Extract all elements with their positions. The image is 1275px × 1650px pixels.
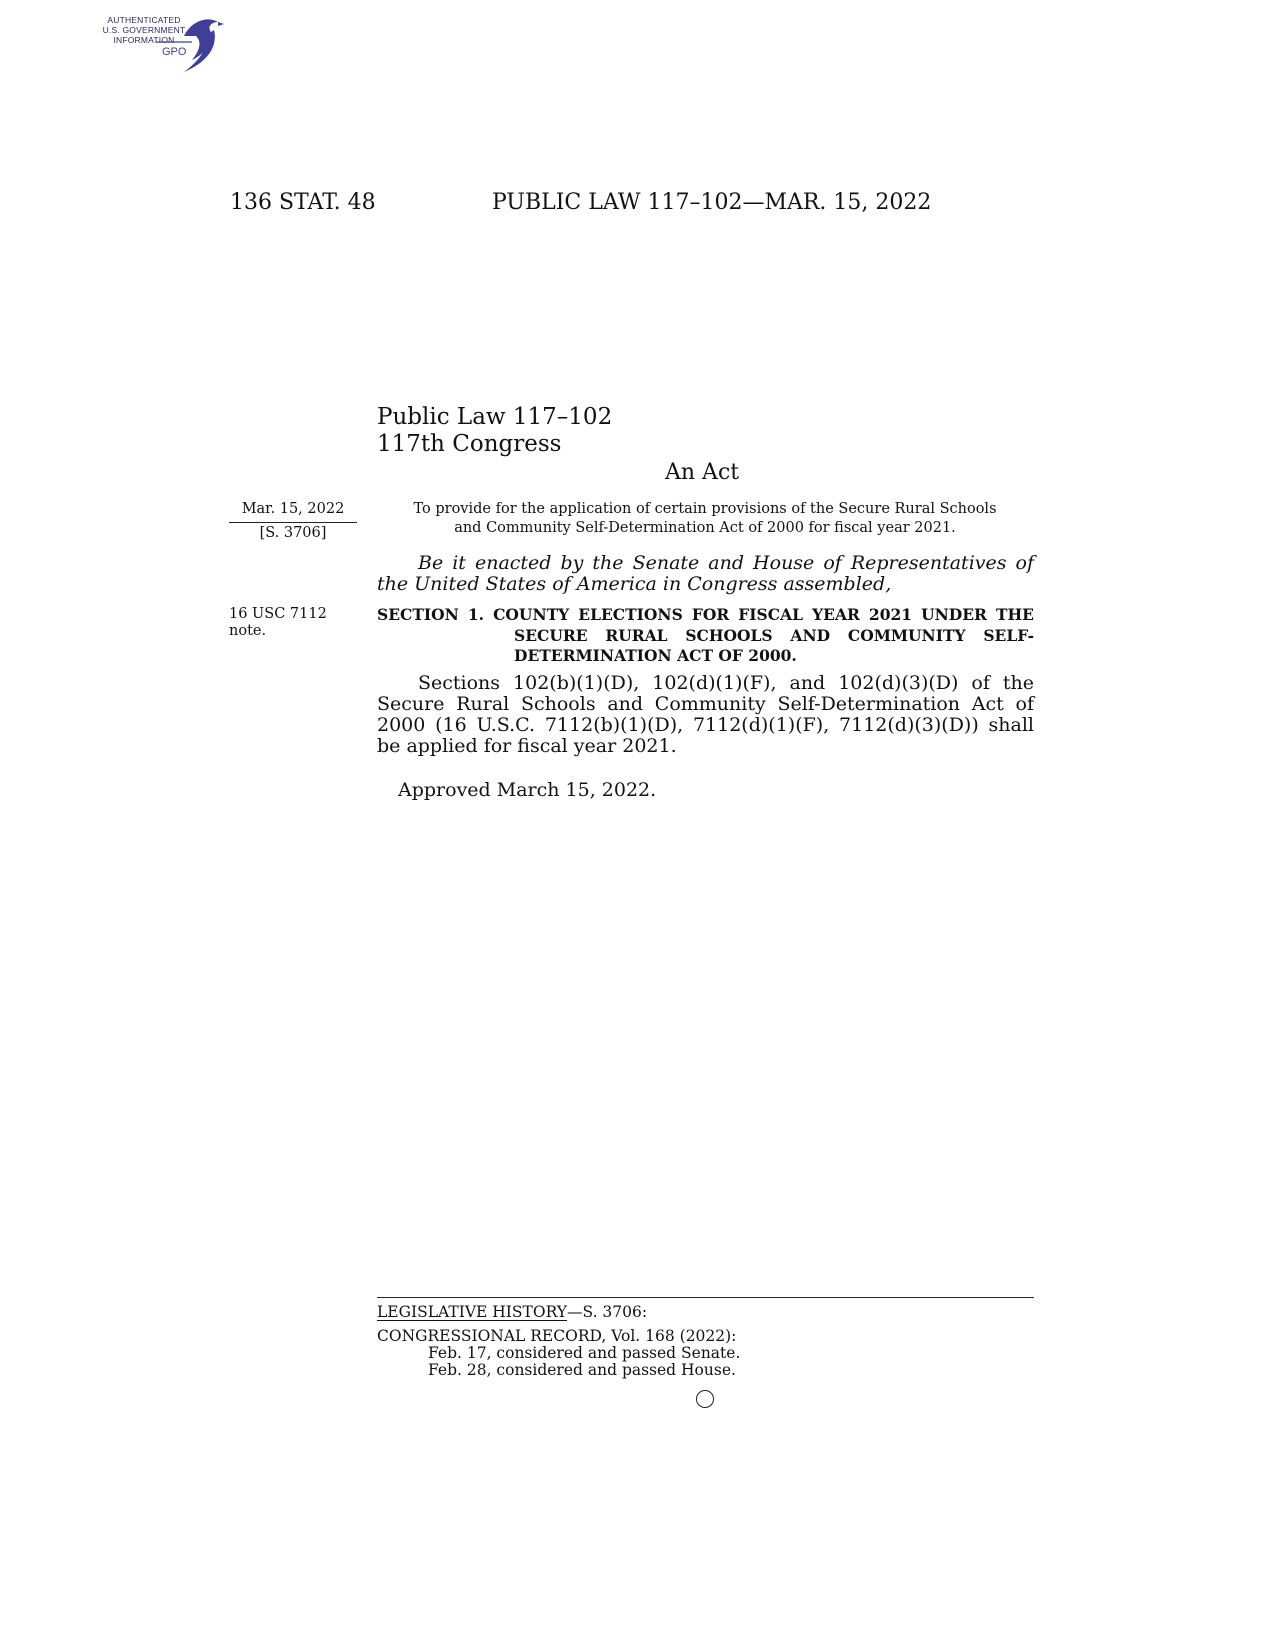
act-label: An Act bbox=[665, 460, 740, 485]
section-1-heading: SECTION 1. COUNTY ELECTIONS FOR FISCAL YEAR 2021 UNDER THE SECURE RURAL SCHOOLS AND COMMUNITY SELF-DETERMINATION ACT OF 2000. bbox=[377, 605, 1034, 665]
footer-divider bbox=[377, 1297, 1034, 1298]
law-number: Public Law 117–102 bbox=[377, 404, 613, 430]
enacting-clause: Be it enacted by the Senate and House of Representatives of the United States of America in Congress assembled, bbox=[377, 552, 1034, 595]
act-purpose: To provide for the application of certain provisions of the Secure Rural Schools and Community Self-Determination Act of 2000 for fiscal year 2021. bbox=[413, 501, 997, 536]
congressional-record: CONGRESSIONAL RECORD, Vol. 168 (2022): bbox=[377, 1327, 737, 1345]
history-action-senate: Feb. 17, considered and passed Senate. bbox=[428, 1344, 741, 1362]
gpo-authentication-logo bbox=[96, 10, 231, 76]
approval-date: Approved March 15, 2022. bbox=[398, 779, 657, 801]
usc-note-line-2: note. bbox=[229, 623, 267, 639]
congress-number: 117th Congress bbox=[377, 431, 562, 457]
margin-usc-note bbox=[229, 606, 349, 640]
logo-line-2: U.S. GOVERNMENT bbox=[102, 25, 186, 35]
law-title-block bbox=[377, 404, 612, 458]
margin-bill-number: [S. 3706] bbox=[259, 525, 327, 541]
margin-date: Mar. 15, 2022 bbox=[241, 501, 345, 517]
legislative-history-label: LEGISLATIVE HISTORY bbox=[377, 1303, 567, 1321]
logo-gpo-mark: GPO bbox=[162, 46, 187, 58]
logo-line-1: AUTHENTICATED bbox=[107, 15, 181, 25]
legislative-history-bill: —S. 3706: bbox=[567, 1303, 648, 1321]
end-mark-circle bbox=[696, 1390, 714, 1408]
running-title: PUBLIC LAW 117–102—MAR. 15, 2022 bbox=[492, 190, 932, 215]
usc-note-line-1: 16 USC 7112 bbox=[229, 606, 327, 622]
history-action-house: Feb. 28, considered and passed House. bbox=[428, 1361, 736, 1379]
margin-divider bbox=[229, 522, 357, 523]
legislative-history-heading bbox=[377, 1303, 647, 1321]
eagle-icon bbox=[96, 10, 231, 76]
section-1-body: Sections 102(b)(1)(D), 102(d)(1)(F), and 102(d)(3)(D) of the Secure Rural Schools and Community Self-Determination Act of 2000 (16 U.S.C. 7112(b)(1)(D), 7112(d)(1)(F), 7112(d)(3)(D)) shall be applied for fiscal year 2021. bbox=[377, 672, 1034, 757]
stat-page-number: 136 STAT. 48 bbox=[230, 190, 376, 215]
logo-line-3: INFORMATION bbox=[113, 35, 175, 45]
